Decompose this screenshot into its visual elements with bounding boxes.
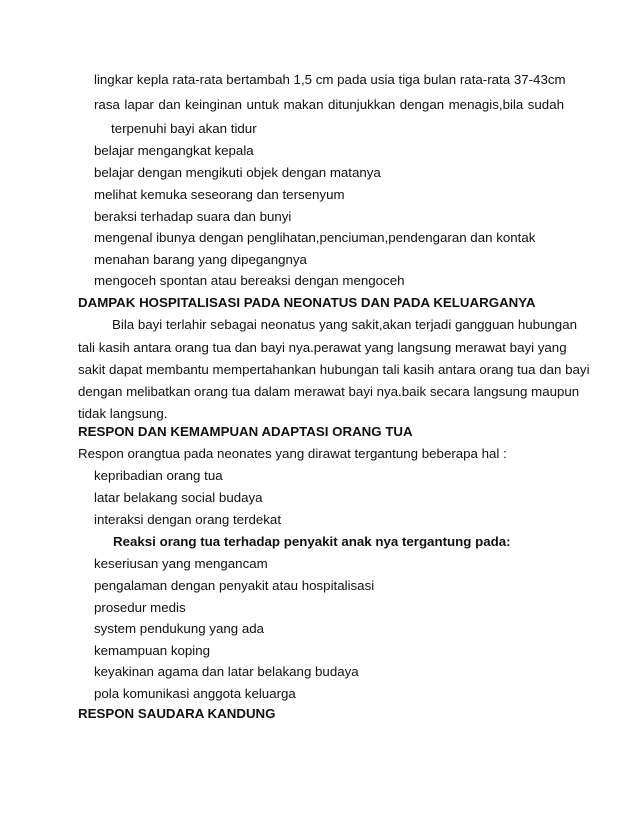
list-item: melihat kemuka seseorang dan tersenyum	[94, 187, 345, 202]
list-item: interaksi dengan orang terdekat	[94, 512, 282, 527]
list-item: system pendukung yang ada	[94, 621, 265, 636]
list-item: kemampuan koping	[94, 643, 211, 658]
paragraph-line: sakit dapat membantu mempertahankan hubungan tali kasih antara orang tua dan bayi	[78, 362, 590, 377]
paragraph-line: tidak langsung.	[78, 406, 168, 421]
list-item: beraksi terhadap suara dan bunyi	[94, 209, 292, 224]
list-item-continuation: terpenuhi bayi akan tidur	[111, 121, 257, 136]
list-item: menahan barang yang dipegangnya	[94, 252, 307, 267]
list-item: kepribadian orang tua	[94, 468, 223, 483]
list-item: belajar mengangkat kepala	[94, 143, 254, 158]
list-item: belajar dengan mengikuti objek dengan matanya	[94, 165, 381, 180]
list-item: keseriusan yang mengancam	[94, 556, 268, 571]
section-heading: RESPON SAUDARA KANDUNG	[78, 706, 276, 721]
section-heading: DAMPAK HOSPITALISASI PADA NEONATUS DAN PADA KELUARGANYA	[78, 295, 536, 310]
list-item: keyakinan agama dan latar belakang budaya	[94, 664, 359, 679]
paragraph-line: Bila bayi terlahir sebagai neonatus yang sakit,akan terjadi gangguan hubungan	[112, 317, 577, 332]
section-heading: RESPON DAN KEMAMPUAN ADAPTASI ORANG TUA	[78, 424, 413, 439]
paragraph-line: dengan melibatkan orang tua dalam merawat bayi nya.baik secara langsung maupun	[78, 384, 580, 399]
list-item: lingkar kepla rata-rata bertambah 1,5 cm pada usia tiga bulan rata-rata 37-43cm	[94, 72, 566, 87]
paragraph-line: tali kasih antara orang tua dan bayi nya.perawat yang langsung merawat bayi yang	[78, 340, 567, 355]
list-item: mengoceh spontan atau bereaksi dengan mengoceh	[94, 273, 405, 288]
intro-text: Respon orangtua pada neonates yang dirawat tergantung beberapa hal :	[78, 446, 507, 461]
list-item: latar belakang social budaya	[94, 490, 263, 505]
list-item: prosedur medis	[94, 600, 186, 615]
list-item: pengalaman dengan penyakit atau hospitalisasi	[94, 578, 375, 593]
list-item: rasa lapar dan keinginan untuk makan ditunjukkan dengan menagis,bila sudah	[94, 97, 564, 112]
sub-heading: Reaksi orang tua terhadap penyakit anak nya tergantung pada:	[113, 534, 511, 549]
list-item: pola komunikasi anggota keluarga	[94, 686, 296, 701]
list-item: mengenal ibunya dengan penglihatan,penciuman,pendengaran dan kontak	[94, 230, 536, 245]
